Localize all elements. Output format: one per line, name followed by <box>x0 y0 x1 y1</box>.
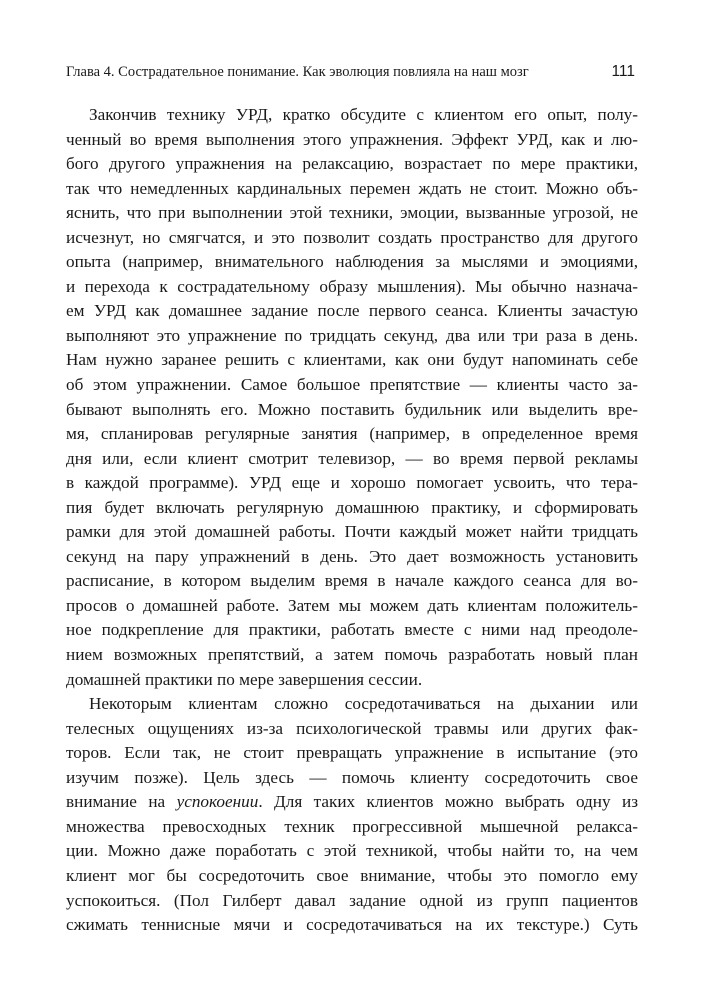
text-line: бого другого упражнения на релаксацию, возрастает по мере практики, <box>66 154 638 174</box>
text-line: в каждой программе). УРД еще и хорошо помогает усвоить, что тера- <box>66 473 638 493</box>
text-line: торов. Если так, не стоит превращать упражнение в испытание (это <box>66 743 638 763</box>
text-line: рамки для этой домашней работы. Почти каждый может найти тридцать <box>66 522 638 542</box>
text-segment: . Для таких клиентов можно выбрать одну из <box>258 792 638 812</box>
emphasized-word: успокоении <box>176 792 259 812</box>
text-line: ции. Можно даже поработать с этой техникой, чтобы найти то, на чем <box>66 841 638 861</box>
text-line: так что немедленных кардинальных перемен ждать не стоит. Можно объ- <box>66 178 638 198</box>
running-header <box>66 63 635 87</box>
text-line: клиент мог бы сосредоточить свое внимание, чтобы это помогло ему <box>66 865 638 885</box>
text-line: успокоиться. (Пол Гилберт давал задание одной из групп пациентов <box>66 890 638 910</box>
text-line: яснить, что при выполнении этой техники, эмоции, вызванные угрозой, не <box>66 203 638 223</box>
text-line: расписание, в котором выделим время в начале каждого сеанса для во- <box>66 571 638 591</box>
text-line: изучим позже). Цель здесь — помочь клиенту сосредоточить свое <box>66 767 638 787</box>
text-line: ем УРД как домашнее задание после первого сеанса. Клиенты зачастую <box>66 301 638 321</box>
text-line: исчезнут, но смягчатся, и это позволит создать пространство для другого <box>66 227 638 247</box>
text-line: сжимать теннисные мячи и сосредотачиваться на их текстуре.) Суть <box>66 915 638 935</box>
text-line-with-emphasis <box>66 790 638 815</box>
text-line: просов о домашней работе. Затем мы можем дать клиентам положитель- <box>66 595 638 615</box>
text-line: и перехода к сострадательному образу мышления). Мы обычно назнача- <box>66 276 638 296</box>
text-line: нием возможных препятствий, а затем помочь разработать новый план <box>66 645 638 665</box>
chapter-title: Глава 4. Сострадательное понимание. Как эволюция повлияла на наш мозг <box>66 64 529 80</box>
text-line: Некоторым клиентам сложно сосредотачиваться на дыхании или <box>89 694 638 714</box>
text-line: опыта (например, внимательного наблюдения за мыслями и эмоциями, <box>66 252 638 272</box>
text-line: ное подкрепление для практики, работать вместе с ними над преодоле- <box>66 620 638 640</box>
text-segment: внимание на <box>66 792 177 812</box>
text-line: дня или, если клиент смотрит телевизор, — во время первой рекламы <box>66 448 638 468</box>
text-line: Нам нужно заранее решить с клиентами, как они будут напоминать себе <box>66 350 638 370</box>
text-line: об этом упражнении. Самое большое препятствие — клиенты часто за- <box>66 375 638 395</box>
text-line: домашней практики по мере завершения сессии. <box>66 669 423 689</box>
text-line: пия будет включать регулярную домашнюю практику, и сформировать <box>66 497 638 517</box>
page-number: 111 <box>611 63 635 80</box>
text-line: бывают выполнять его. Можно поставить будильник или выделить вре- <box>66 399 638 419</box>
text-line: ченный во время выполнения этого упражнения. Эффект УРД, как и лю- <box>66 129 638 149</box>
text-line: Закончив технику УРД, кратко обсудите с клиентом его опыт, полу- <box>89 105 638 124</box>
paragraph-2 <box>66 692 638 937</box>
text-line: телесных ощущениях из-за психологической травмы или других фак- <box>66 718 638 738</box>
paragraph-1 <box>66 103 638 692</box>
text-line: выполняют это упражнение по тридцать секунд, два или три раза в день. <box>66 325 638 345</box>
text-line: секунд на пару упражнений в день. Это дает возможность установить <box>66 546 638 566</box>
text-line: мя, спланировав регулярные занятия (например, в определенное время <box>66 424 638 444</box>
text-line: множества превосходных техник прогрессивной мышечной релакса- <box>66 816 638 836</box>
body-text <box>66 103 638 938</box>
